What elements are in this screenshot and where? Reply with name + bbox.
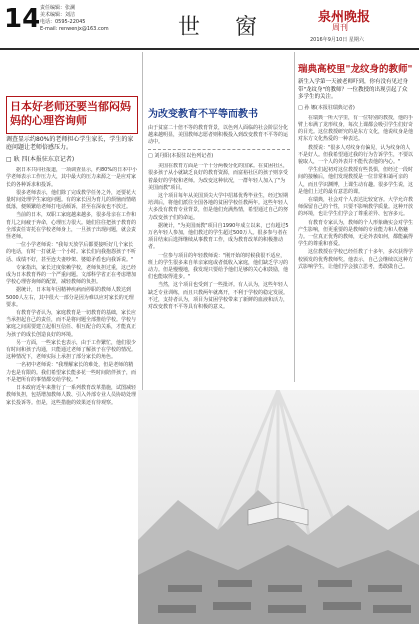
logo-subtitle: 周刊 [332, 23, 348, 32]
section-title: 世 窗 [178, 15, 271, 40]
paragraph: 据统计，"为美国而教"项目自1990年成立以来，已有超过5万名年轻人参加，他们教过的学生超过500万人。很多参与者在项目结束后选择继续从事教育工作，成为教育改革的积极推动者。 [148, 222, 289, 251]
left-byline: □ 耿 四(本报驻东京记者) [6, 156, 75, 163]
paragraph: 有教育学者认为，家庭教育是一切教育的基础，家长应当承担起自己的责任，而不是将问题全部推给学校。学校与家庭之间需要建立起相互信任、相互配合的关系，才能真正为孩子的成长创造良好的环境。 [6, 310, 137, 338]
middle-lead: 由于贫富二十倍不等的教育背景，以色列人面临的社会阶层分化越来越明显，美国教师志愿者则积极投入到改变教育不平等的运动中。 [148, 125, 289, 145]
paragraph: 据日本共同社报道，一项调查显示，约80%的日本中小学老师表示工作压力大，其中最大的压力来源之一是应对家长的各种诉求和投诉。 [6, 167, 138, 188]
paragraph: 有教育专家认为，教师的个人形象确实会对学生产生影响，但更重要的是教师的专业能力和人格魅力。一位真正优秀的教师，无论外表如何，都能赢得学生的尊重和喜爱。 [298, 219, 413, 248]
phone-line: 电话：0595-22045 [40, 19, 86, 25]
middle-title: 为改变教育不平等而教书 [148, 109, 258, 120]
paragraph: 这位教授在学校已经任教了十多年，多次获得学校颁发的优秀教师奖。他表示，自己会继续以这种方式影响学生，让他们学会独立思考，勇敢做自己。 [298, 249, 413, 270]
issue-date: 2016年9月10日 星期六 [310, 37, 364, 43]
designer-line: 美术编辑：刘洁 [40, 12, 76, 18]
left-article [6, 96, 138, 621]
middle-article [148, 108, 290, 438]
paragraph: 一位参与项目的年轻教师说："刚开始的时候我很不适应，班上的学生很多来自单亲家庭或者低收入家庭，他们缺乏学习的动力。但是慢慢地，我发现只要给予他们足够的关心和鼓励，他们也能取得进步。" [148, 252, 289, 281]
paragraph: 日本政府近年来推行了一系列教育改革措施，试图减轻教师负担，包括增加教师人数、引入外部专业人员协助处理家长投诉等。但是，这些措施的效果还有待观察。 [6, 385, 137, 406]
paragraph: 这个项目每年从美国顶尖大学中招募优秀毕业生，经过短期培训后，将他们派往全国各地的贫困学校任教两年。这些年轻人大多没有教育专业背景，但是他们充满热情，希望通过自己的努力改变孩子们的命运。 [148, 193, 289, 221]
paragraph: 另一方面，一些家长也表示，由于工作繁忙，他们很少有时间和孩子沟通，只能通过老师了解孩子在学校的情况。这种情况下，老师实际上承担了部分家长的角色。 [6, 339, 137, 361]
decorative-illustration [138, 390, 419, 624]
paragraph: 一位小学老师说："我每天放学后都要接听好几个家长的电话，有时一打就是一个小时。家长们向我抱怨孩子不听话、成绩不好，甚至连夫妻吵架、婆媳矛盾也向我诉说。" [6, 242, 137, 263]
newspaper-logo: 泉州晚报 [318, 10, 371, 25]
right-lead: 新生入学第一天被老师吓到，你有没有见过身带"龙纹身"的教师？一位教授的出现引起了众多学生的关注。 [298, 79, 409, 100]
divider [148, 149, 290, 150]
paragraph: 教授说："很多人对纹身有偏见，认为纹身的人不是好人。但我希望通过我的行为告诉学生，不要以貌取人，一个人的外表并不能代表他的内心。" [298, 144, 413, 165]
paragraph: 在瑞典一所大学里，有一位特别的教授，他的手臂上布满了龙形纹身，每次上课都会吸引学生们好奇的目光。这位教授研究的是东方文化，他说纹身是他对东方文化热爱的一种表达。 [298, 114, 413, 143]
left-headline: 日本好老师还要当郁闷妈妈的心理咨询师 [10, 100, 131, 127]
right-byline: □ 孙 娜(本报驻瑞典记者) [298, 104, 355, 111]
paragraph: 很多老师表示，他们除了完成教学任务之外，还要花大量时间处理学生家庭问题。有的家长因为育儿的烦恼而情绪低落，便频繁给老师打电话倾诉，甚至在深夜也不放过。 [6, 189, 137, 211]
middle-byline: □ 刘丹阳(本报驻以色列记者) [148, 153, 214, 159]
middle-body [148, 163, 290, 413]
column-divider [294, 52, 295, 382]
page-header [0, 0, 419, 50]
editor-line: 责任编辑：张澜 [40, 5, 76, 11]
editor-info [40, 5, 109, 33]
right-body [298, 115, 413, 420]
paragraph: 学生们起初对这位教授有些畏惧，但经过一段时间的接触后，他们发现教授是一位非常和蔼可亲的人，而且学识渊博，上课生动有趣。很多学生说，这是他们上过的最有意思的课。 [298, 167, 413, 195]
paragraph: 专家指出，家长过度依赖学校，老师负担过重，这已经成为日本教育界的一个严重问题。文部科学省正在考虑增加学校心理咨询师的配置，减轻教师的负担。 [6, 264, 137, 286]
left-lead: 调查显示约80%的老师担心学生家长，学生的家庭问题让老师倍感压力。 [6, 136, 134, 151]
page-number: 14 [4, 4, 41, 34]
paragraph: 在瑞典，社会对个人表达比较宽容。大学允许教师保留自己的个性，只要不影响教学质量。这种开放的环境，也让学生们学会了尊重差异、包容多元。 [298, 196, 413, 218]
right-title: 瑞典高校里"龙纹身的教师" [298, 64, 413, 75]
headline-box [6, 96, 138, 134]
paragraph: 一名初中老师说："我理解家长的难处，但是老师的精力也是有限的。我们希望家长能多花一些时间陪伴孩子，而不是把所有的事情都交给学校。" [6, 362, 137, 383]
email-line: E-mail: renwenjx@163.com [40, 26, 109, 32]
left-body [6, 167, 138, 592]
paragraph: 美国在教育方面是一个十分两极分化的国家。在贫困社区，很多孩子从小就缺乏良好的教育资源，而富裕社区的孩子则享受着最好的学校和老师。为改变这种状况，一群年轻人加入了"为美国而教"项目。 [148, 163, 289, 191]
paragraph: 当前的日本，双职工家庭越来越多，很多母亲在工作和育儿之间疲于奔命，心理压力很大。她们往往把孩子教育的全部责任寄托在学校老师身上，一旦孩子出现问题，就会责怪老师。 [6, 212, 137, 241]
paragraph: 据统计，日本每年因精神疾病而停职的教师人数达到5000人左右，其中很大一部分是因为难以应对家长的无理要求。 [6, 287, 134, 308]
paragraph: 当然，这个项目也受到了一些批评。有人认为，这些年轻人缺乏专业训练，而且只教两年就离开，不利于学校的稳定发展。不过，支持者认为，项目为贫困学校带来了新鲜的血液和活力，对改变教育不平等具有积极的意义。 [148, 282, 289, 311]
